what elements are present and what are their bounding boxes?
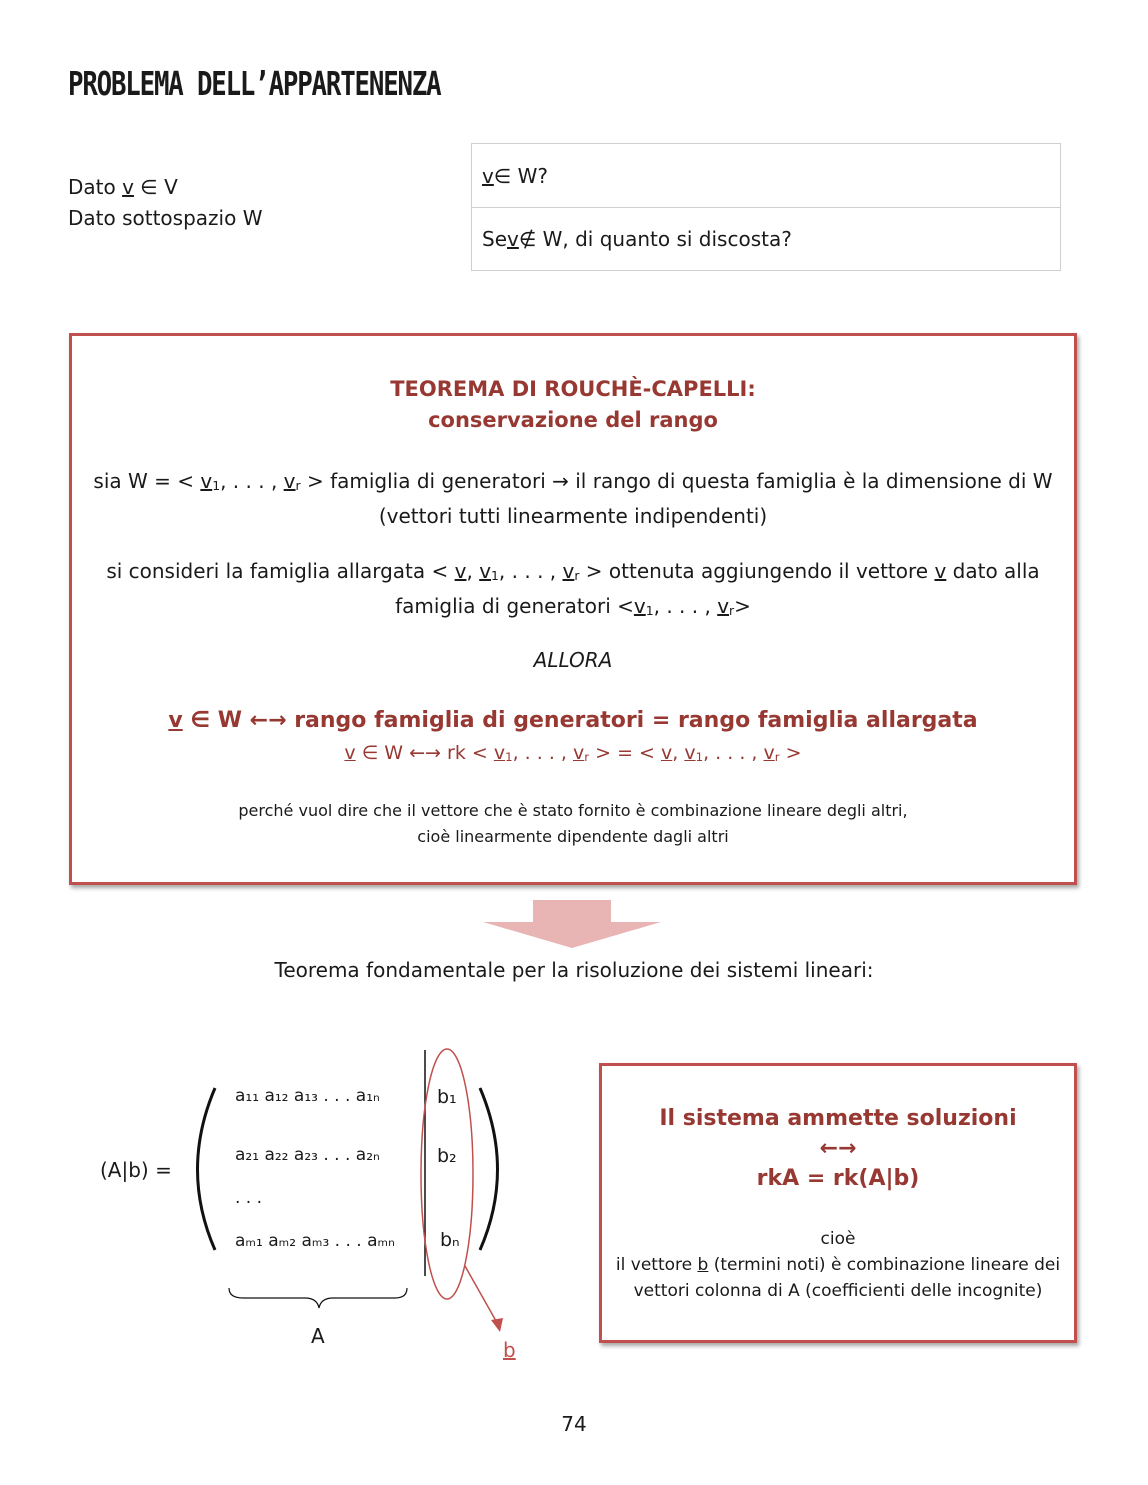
matrix-a-label: A xyxy=(311,1324,325,1348)
conclusion-main: v ∈ W ←→ rango famiglia di generatori = rango famiglia allargata xyxy=(168,708,978,733)
matrix-bn: bₙ xyxy=(440,1229,460,1251)
solution-title: Il sistema ammette soluzioni ←→ rkA = rk(A|b) xyxy=(659,1106,1017,1191)
matrix-b1: b₁ xyxy=(437,1086,457,1108)
allora-label: ALLORA xyxy=(533,648,613,672)
page-title: PROBLEMA DELL’APPARTENENZA xyxy=(68,64,441,103)
matrix-row-2: a₂₁ a₂₂ a₂₃ . . . a₂ₙ xyxy=(235,1145,380,1165)
solution-explanation: cioè il vettore b (termini noti) è combinazione lineare dei vettori colonna di A (coefficienti delle incognite) xyxy=(615,1229,1061,1301)
matrix-label: (A|b) = xyxy=(100,1158,172,1182)
theorem-box xyxy=(69,333,1077,885)
down-arrow-icon xyxy=(483,900,663,950)
theorem-paragraph-1: sia W = < v1, . . . , vr > famiglia di generatori → il rango di questa famiglia è la dimensione di W (vettori tutti linearmente indipendenti) xyxy=(93,469,1053,528)
vector-b-label: b xyxy=(503,1338,516,1362)
matrix-row-1: a₁₁ a₁₂ a₁₃ . . . a₁ₙ xyxy=(235,1086,380,1106)
question-row-1: v ∈ W? xyxy=(482,163,549,188)
theorem-paragraph-2: si consideri la famiglia allargata < v, v1, . . . , vr > ottenuta aggiungendo il vettore v dato alla famiglia di generatori <v1, . . . , vr> xyxy=(106,559,1040,618)
page-number: 74 xyxy=(561,1412,587,1436)
solution-box xyxy=(599,1063,1077,1343)
theorem-note: perché vuol dire che il vettore che è stato fornito è combinazione lineare degli altri, cioè linearmente dipendente dagli altri xyxy=(238,801,908,846)
given-block xyxy=(68,172,262,234)
matrix-row-3: . . . xyxy=(235,1188,263,1208)
conclusion-formula: v ∈ W ←→ rk < v1, . . . , vr > = < v, v1, . . . , vr > xyxy=(344,742,802,764)
matrix-b2: b₂ xyxy=(437,1145,457,1167)
given-line-2: Dato sottospazio W xyxy=(68,206,263,230)
fundamental-theorem-heading: Teorema fondamentale per la risoluzione dei sistemi lineari: xyxy=(274,958,874,982)
theorem-title: TEOREMA DI ROUCHÈ-CAPELLI: conservazione del rango xyxy=(390,377,756,432)
augmented-matrix xyxy=(95,1040,515,1370)
matrix-row-4: aₘ₁ aₘ₂ aₘ₃ . . . aₘₙ xyxy=(235,1231,395,1251)
questions-table xyxy=(471,143,1061,271)
given-line-1: Dato v ∈ V xyxy=(68,175,178,199)
question-row-2: Se v ∉ W, di quanto si discosta? xyxy=(472,207,1060,270)
